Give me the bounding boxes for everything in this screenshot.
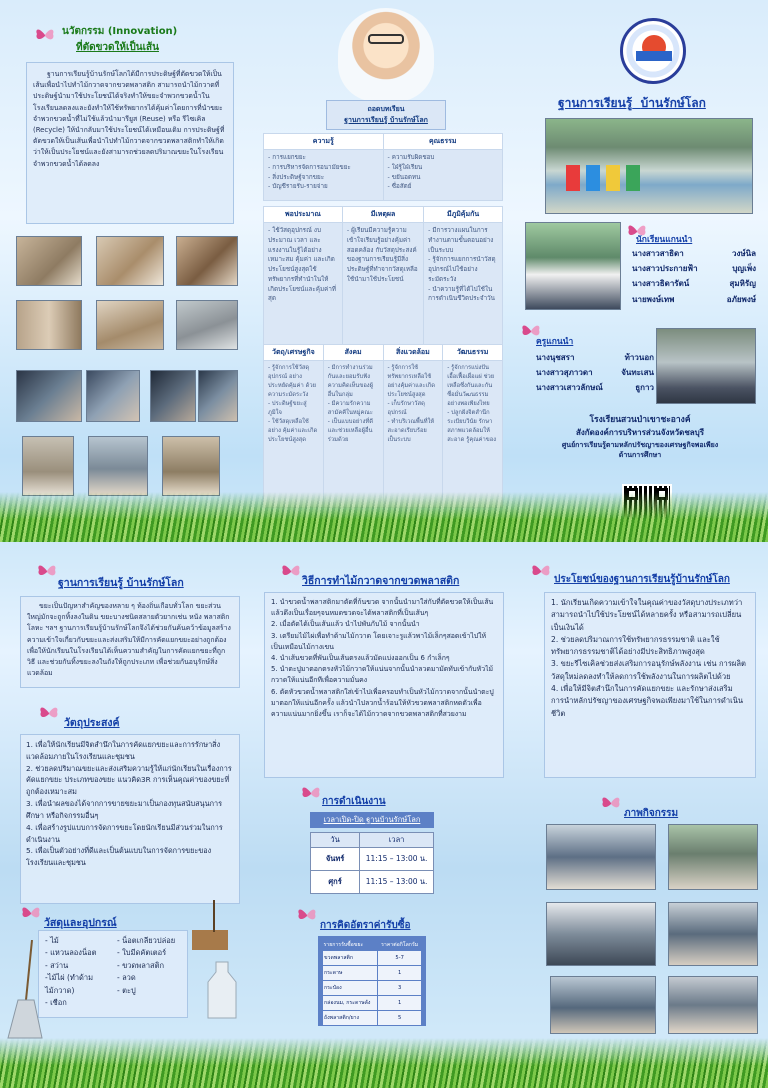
matrix-head-immunity: มีภูมิคุ้มกัน [424,207,503,223]
matrix-body-society: - มีการทำงานร่วมกันและยอมรับฟังความคิดเห็นของผู้อื่นในกลุ่ม - มีความรักความสามัคคีในหมู่คณะ - เป็นแบบอย่างที่ดีและช่วยเหลือผู้อื่นร่วมด้วย [323,361,383,508]
activity-photo-2 [668,824,758,890]
student-first: นายพงษ์เทพ [632,294,675,304]
method-item: 4. นำเส้นขวดที่พันเป็นเส้นตรงแล้วมัดแบ่งออกเป็น 6 กำเล็กๆ [271,653,450,662]
objective-item: 5. เพื่อเป็นตัวอย่างที่ดีและเป็นต้นแบบในการจัดการขยะของโรงเรียนและชุมชน [26,846,212,868]
school-line3: ศูนย์การเรียนรู้ตามหลักปรัชญาของเศรษฐกิจพอเพียง [561,440,719,449]
operation-col-time: เวลา [360,833,434,848]
prices-card [318,936,426,1026]
teacher-last: ธูกาว [635,383,654,393]
activity-photo-6 [668,976,758,1034]
photo-student-3 [150,370,196,422]
method-item: 3. เตรียมไม้ไผ่เพื่อทำด้ามไม้กวาด โดยเจาะรูแล้วพาไม้เล็กๆสอดเข้าไปให้เป็นเหมือนไม้กางเขน [271,631,487,651]
objectives-title: วัตถุประสงค์ [64,717,120,729]
benefit-item: 2. ช่วยลดปริมาณการใช้ทรัพยากรธรรมชาติ และใช้ทรัพยากรธรรมชาติได้อย่างมีประสิทธิภาพสูงสุด [551,634,720,657]
photo-tool-3 [176,236,238,286]
student-last: วงษ์นิล [731,249,756,258]
matrix-row-2 [263,206,503,350]
school-line1: โรงเรียนสวนป่าเขาชะอางค์ [589,415,691,425]
matrix-body-immunity: - มีการวางแผนในการทำงานตามขั้นตอนอย่างเป็นระบบ - รู้จักการแยกการนำวัสดุอุปกรณ์ไปใช้อย่างระมัดระวัง - นำความรู้ที่ได้ไปใช้ในการดำเนินชีวิตประจำวัน [424,223,503,350]
activity-photo-5 [550,976,656,1034]
matrix-head-economy: วัตถุ/เศรษฐกิจ [264,345,324,361]
students-title: นักเรียนแกนนำ [636,235,693,245]
butterfly-icon [300,782,322,804]
intro-body: ขยะเป็นปัญหาสำคัญของหลาย ๆ ท้องถิ่นเกือบทั่วโลก ขยะส่วนใหญ่มักจะถูกทิ้งลงในดิน ขยะบางชนิดสลายตัวยากเช่น หนัง พลาสติก โลหะ ฯลฯ ฐานการเรียนรู้บ้านรักษ์โลกจึงได้ช่วยกันค้นคว้าข้อมูลสร้างความเข้าใจเกี่ยวกับขยะและส่งเสริมให้มีการคัดแยกขยะอย่างถูกต้อง เพื่อให้นักเรียนในโรงเรียนได้เห็นความสำคัญในการคัดแยกขยะที่ถูกวิธี และช่วยกันทิ้งขยะลงในถังให้ถูกประเภท เพื่อช่วยกันอนุรักษ์สิ่งแวดล้อม [20,596,240,688]
price-item: กระดาษ [323,966,378,981]
matrix-body-culture: - รู้จักการแบ่งปัน เอื้อเฟื้อเผื่อแผ่ ช่วยเหลือซึ่งกันและกัน ซื่อมั่นวัฒนธรรมอย่างพอเพียงไทย - ปลูกฝังจิตสำนึกระเบียบวินัย รักษาสภาพแวดล้อมให้สะอาด รู้คุณค่าของ [443,361,503,508]
base-label: ฐานการเรียนรู้ [558,96,633,110]
method-list [264,592,504,778]
photo-student-4 [198,370,238,422]
material-item: - สว่าน [45,960,69,970]
objective-item: 1. เพื่อให้นักเรียนมีจิตสำนึกในการคัดแยกขยะและการรักษาสิ่งแวดล้อมภายในโรงเรียนและชุมชน [26,740,221,761]
photo-broom-3 [162,436,220,496]
school-line2: สังกัดองค์การบริหารส่วนจังหวัดชลบุรี [575,428,705,438]
teacher-row [536,380,654,395]
butterfly-icon [36,560,58,582]
student-first: นางสาวธิดารัตน์ [632,279,690,289]
matrix-head-culture: วัฒนธรรม [443,345,503,361]
matrix-body-morality: - ความรับผิดชอบ - ใฝ่รู้ใฝ่เรียน - ขยันอดทน - ซื่อสัตย์ [383,150,503,201]
benefit-item: 1. นักเรียนเกิดความเข้าใจในคุณค่าของวัสดุบางประเภทว่าสามารถนำไปใช้ประโยชน์ได้หลายครั้ง หรือสามารถเปลี่ยนเป็นเงินได้ [551,598,743,632]
butterfly-icon [296,904,318,926]
butterfly-icon [600,792,622,814]
teacher-last: จันทะเสน [621,368,654,378]
materials-title: วัสดุและอุปกรณ์ [44,917,117,929]
matrix-body-environment: - รู้จักการใช้ทรัพยากรเหลือใช้อย่างคุ้มค่าและเกิดประโยชน์สูงสุด - เก็บรักษาวัสดุอุปกรณ์ - ทำบริเวณพื้นที่ให้สะอาดเรียบร้อย เป็นระบบ [383,361,443,508]
photo-tool-4 [16,300,82,350]
photo-teachers [656,328,756,404]
operation-time: 11:15 – 13:00 น. [360,848,434,871]
prices-header2: ราคาต่อกิโลกรัม [381,942,419,948]
method-item: 5. นำตะปูมาตอกตรงหัวไม้กวาดให้แน่นจากนั้นนำลวดมามัดทับเข้ากับหัวไม้กวาดให้แน่นอีกทีเพื่อความมั่นคง [271,665,494,685]
matrix-title-1: ถอดบทเรียน [367,105,405,113]
teacher-first: นางนุชสรา [536,353,575,362]
method-item: 2. เมื่อตัดได้เป็นเส้นแล้ว นำไปพันกับไม้ จากนั้นนำ [271,620,420,629]
student-row [632,292,756,307]
method-item: 6. ตัดหัวขวดน้ำพลาสติกใส่เข้าไปเพื่อครอบทำเป็นหัวไม้กวาดจากนั้นนำตะปูมาตอกให้แน่นอีกครั้ง แล้วนำไปลวกน้ำร้อนให้หัวขวดพลาสติกหดตัวเพื่อความแน่นมากยิ่งขึ้น เราก็จะได้ไม้กวาดจากขวดพลาสติกที่สวยงาม [271,687,494,718]
photo-student-2 [86,370,140,422]
grass-footer [0,1038,768,1088]
matrix-header [326,100,446,130]
innovation-title: นวัตกรรม (Innovation) [62,26,178,37]
benefit-item: 4. เพื่อให้มีจิตสำนึกในการคัดแยกขยะ และรักษาส่งเสริมการนำหลักปรัชญาของเศรษฐกิจพอเพียงมาใช้ในการดำเนินชีวิต [551,684,744,718]
price-value: 3 [378,981,422,996]
photo-tool-2 [96,236,164,286]
prices-title: การคิดอัตราค่ารับซื้อ [320,920,411,931]
method-item: 1. นำขวดน้ำพลาสติกมาตัดที่ก้นขวด จากนั้นนำมาใส่กับที่ตัดขวดให้เป็นเส้นแล้วดึงเป็นเรื่อยๆจนหมดขวดจะได้พลาสติกที่เป็นเส้นๆ [271,598,494,618]
prices-table [322,940,422,1026]
benefit-item: 3. ขยะรีไซเคิลช่วยส่งเสริมการอนุรักษ์พลังงาน เช่น การผลิตวัสดุใหม่ลดลงทำให้ลดการใช้พลังงานในการผลิตไปด้วย [551,659,746,681]
operation-table [310,832,434,894]
objective-item: 3. เพื่อนำผลของได้จากการขายขยะมาเป็นกองทุนสนับสนุนการศึกษา หรือกิจกรรมอื่นๆ [26,799,223,820]
broom-illustration [6,940,46,1040]
price-value: 5-7 [378,951,422,966]
material-item: - แหวนลองน็อต [45,948,97,958]
teachers-list [536,350,654,396]
matrix-row-3 [263,344,503,508]
teacher-first: นางสาวสุภาวดา [536,368,593,378]
matrix-head-morality: คุณธรรม [383,134,503,150]
photo-base-building [545,118,753,214]
matrix-head-society: สังคม [323,345,383,361]
objective-item: 4. เพื่อสร้างรูปแบบการจัดการขยะโดยนักเรียนมีส่วนร่วมในการดำเนินงาน [26,822,223,844]
butterfly-icon [280,560,302,582]
operation-day: จันทร์ [311,848,360,871]
bottle-illustration [202,960,242,1020]
teachers-title: ครูแกนนำ [536,337,574,347]
objectives-list [20,734,240,904]
logo-water [636,51,672,61]
school-line4: ด้านการศึกษา [618,451,662,460]
photo-student-1 [16,370,82,422]
photo-tool-5 [96,300,164,350]
matrix-body-moderation: - ใช้วัสดุอุปกรณ์ งบประมาณ เวลา และแรงงานในรู้ได้อย่างเหมาะสม คุ้มค่า และเกิดประโยชน์สูงสุดใช้ทรัพยากรที่ทำนำในให้เกิดประโยชน์และคุ้มค่าที่สุด [264,223,343,350]
operation-day: ศุกร์ [311,871,360,894]
student-last: สุมหิรัญ [729,279,756,289]
benefits-list [544,592,756,778]
student-first: นางสาวสาธิดา [632,249,684,258]
school-logo [620,18,686,84]
teacher-first: นางสาวเสาวลักษณ์ [536,383,603,393]
teacher-row [536,365,654,380]
student-row [632,276,756,291]
intro-title: ฐานการเรียนรู้ บ้านรักษ์โลก [58,577,184,589]
matrix-head-environment: สิ่งแวดล้อม [383,345,443,361]
material-item: - ตะปู [117,985,136,995]
material-item: - เชือก [45,997,67,1007]
material-item: - ขวดพลาสติก [117,960,165,970]
material-item: -ไม้ไผ่ (ทำด้ามไม้กวาด) [45,973,94,995]
material-item: - ลวด [117,973,136,983]
benefits-title: ประโยชน์ของฐานการเรียนรู้บ้านรักษ์โลก [554,574,730,585]
material-item: - ใบมีดคัตเตอร์ [117,948,167,958]
matrix-head-moderation: พอประมาณ [264,207,343,223]
photo-tool-6 [176,300,238,350]
school-info [524,414,756,461]
photo-student-leaders [525,222,621,310]
innovation-body: ฐานการเรียนรู้บ้านรักษ์โลกได้มีการประดิษฐ์ที่ตัดขวดให้เป็นเส้นเพื่อนำไปทำไม้กวาดจากขวดพลาสติก สามารถนำไม้กวาดที่ประดิษฐ์นำมาใช้ประโยชน์ได้จริงทำให้ขยะจำพวกขวดน้ำในโรงเรียนลดลงและยังทำให้ใช้ทรัพยากรได้คุ้มค่าโดยการที่นำขยะจำพวกขวดน้ำที่ไม่ใช้แล้วนำมารียูส (Reuse) หรือ รีไซเคิล (Recycle) ให้นำกลับมาใช้ประโยชน์ได้เหมือนเดิม การประดิษฐ์ที่ตัดขวดให้เป็นเส้นเพื่อนำไปทำไม้กวาดจากขวดพลาสติกทำให้เกิดว่าให้เป็นประโยชน์และยังสามารถช่วยลดปริมาณขยะในโรงเรียนจำพวกขวดน้ำได้ลดลง [26,62,234,224]
activity-photo-1 [546,824,656,890]
base-name: บ้านรักษ์โลก [640,96,706,110]
photo-broom-2 [88,436,148,496]
grass-divider [0,492,768,542]
butterfly-icon [38,702,60,724]
butterfly-icon [530,560,552,582]
matrix-row-1 [263,133,503,201]
matrix-head-knowledge: ความรู้ [264,134,384,150]
price-value: 5 [378,1011,422,1026]
objective-item: 2. ช่วยลดปริมาณขยะและส่งเสริมความรู้ให้แก่นักเรียนในเรื่องการคัดแยกขยะ ประเภทของขยะ แนวคิด3R การเห็นคุณค่าของขยะที่ถูกต้องเหมาะสม [26,763,232,797]
student-first: นางสาวประกายฟ้า [632,264,698,274]
price-item: ขวดพลาสติก [323,951,378,966]
student-last: บุญเพ็ง [732,264,756,274]
operation-time: 11:15 – 13:00 น. [360,871,434,894]
operation-title: การดำเนินงาน [322,796,386,807]
price-item: กล่องนม, กระดาษลัง [323,996,378,1011]
activity-photo-3 [546,902,656,966]
innovation-subtitle: ที่ตัดขวดให้เป็นเส้น [76,42,159,53]
student-row [632,246,756,261]
tool-illustration [188,900,232,956]
teacher-last: ท้าวนอก [624,353,654,362]
student-row [632,261,756,276]
butterfly-icon [20,902,42,924]
price-value: 1 [378,966,422,981]
prices-header1: รายการรับซื้อขยะ [323,942,364,948]
base-title [558,94,706,113]
teacher-row [536,350,654,365]
matrix-body-economy: - รู้จักการใช้วัสดุอุปกรณ์ อย่างประหยัดคุ้มค่า ด้วยความระมัดระวัง - ประดิษฐ์ขยะสู่ภูมิใจ - ใช้วัสดุเหลือใช้อย่าง คุ้มค่าและเกิดประโยชน์สูงสุด [264,361,324,508]
method-title: วิธีการทำไม้กวาดจากขวดพลาสติก [302,575,460,587]
king-portrait [338,8,434,102]
activities-title: ภาพกิจกรรม [624,808,679,819]
material-item: - น็อตเกลียวปล่อย [117,936,176,945]
students-list [632,246,756,307]
materials-list [38,930,188,1018]
activity-photo-4 [668,902,758,966]
photo-tool-1 [16,236,82,286]
operation-caption: เวลาเปิด-ปิด ฐานบ้านรักษ์โลก [310,812,434,828]
matrix-title-2: ฐานการเรียนรู้ บ้านรักษ์โลก [344,116,428,124]
price-value: 1 [378,996,422,1011]
price-item: กระป๋อง [323,981,378,996]
matrix-head-reason: มีเหตุผล [342,207,423,223]
matrix-body-knowledge: - การแยกขยะ - การบริหารจัดการอนามัยขยะ - สิ่งประดิษฐ์จากขยะ - บัญชีรายรับ-รายจ่าย [264,150,384,201]
matrix-body-reason: - ผู้เรียนมีความรู้ความเข้าใจเรียนรู้อย่างคุ้มค่าสอดคล้อง กับวัสดุประสงค์ของฐานการเรียนรู้มีสิ่งประดิษฐ์ที่ทำจากวัสดุเหลือใช้นำมาใช้ประโยชน์ [342,223,423,350]
operation-col-day: วัน [311,833,360,848]
butterfly-icon [34,24,56,46]
price-item: ถังพลาสติก/ยาง [323,1011,378,1026]
photo-broom-1 [22,436,74,496]
student-last: อภัยพงษ์ [726,294,756,304]
material-item: - ไม้ [45,936,59,945]
